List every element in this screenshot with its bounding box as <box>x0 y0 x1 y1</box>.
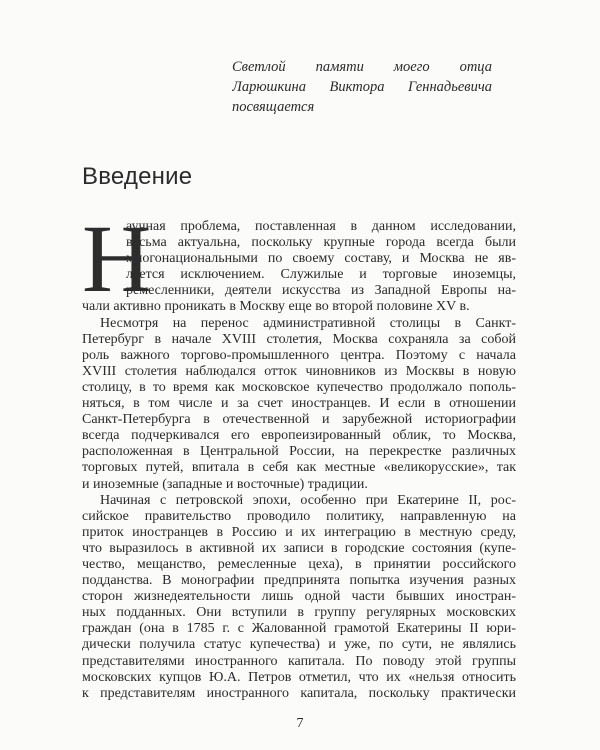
text-line: ремесленники, деятели искусства из Западной Европы на- <box>126 283 516 299</box>
text-line: к представителям иностранного капитала, поскольку практически <box>82 685 516 701</box>
text-line: и иноземные (западные и восточные) традиции. <box>82 476 368 492</box>
text-line: роль важного торгово-промышленного центра. Поэтому с начала <box>82 347 516 363</box>
dedication-line: Светлой памяти моего отца <box>232 59 492 75</box>
page-number: 7 <box>296 716 304 731</box>
text-line: ляется исключением. Служилые и торговые иноземцы, <box>126 267 516 283</box>
text-line: Начиная с петровской эпохи, особенно при Екатерине II, рос- <box>100 492 516 508</box>
text-line: чество, мещанство, ремесленные цеха), в принятии российского <box>82 556 516 572</box>
dedication-line: Ларюшкина Виктора Геннадьевича <box>232 79 492 95</box>
text-line: граждан (она в 1785 г. с Жалованной грамотой Екатерины II юри- <box>82 621 516 637</box>
text-line: дически получила статус купечества) и уже, по сути, не являлись <box>82 637 516 653</box>
text-line: торговых путей, впитала в себя как местные «великорусские», так <box>82 460 516 476</box>
dedication-line: посвящается <box>232 99 315 115</box>
text-line: всегда подчеркивался его европеизированный облик, то Москва, <box>82 428 516 444</box>
text-line: Санкт-Петербурга в отечественной и зарубежной историографии <box>82 412 516 428</box>
text-line: ных подданных. Они вступили в группу регулярных московских <box>82 605 516 621</box>
text-line: сийское правительство проводило политику, направленную на <box>82 508 516 524</box>
text-line: Несмотря на перенос административной столицы в Санкт- <box>100 315 516 331</box>
text-line: московских купцов Ю.А. Петров отметил, что их «нельзя относить <box>82 669 516 685</box>
text-line: столицу, в то время как московское купечество продолжало пополь- <box>82 379 516 395</box>
text-line: няться, в том числе и за счет иностранцев. И если в отношении <box>82 396 516 412</box>
text-line: многонациональными по своему составу, и Москва не яв- <box>126 251 516 267</box>
text-line: приток иностранцев в Россию и их интеграцию в местную среду, <box>82 524 516 540</box>
text-line: представителями иностранного капитала. По поводу этой группы <box>82 653 516 669</box>
text-line: расположенная в Центральной России, на перекрестке различных <box>82 444 516 460</box>
text-line: Петербург в начале XVIII столетия, Москва сохраняла за собой <box>82 331 516 347</box>
text-line: XVIII столетия наблюдался отток чиновников из Москвы в новую <box>82 363 516 379</box>
drop-cap: Н <box>82 205 152 312</box>
chapter-title: Введение <box>82 163 193 191</box>
body-text <box>82 205 516 702</box>
text-line: чали активно проникать в Москву еще во второй половине XV в. <box>82 299 470 315</box>
text-line: что выразилось в активной их записи в городские состояния (купе- <box>82 540 516 556</box>
dedication <box>232 57 492 117</box>
paragraph-2 <box>82 316 516 493</box>
text-line: сторон жизнедеятельности лишь одной части бывших иностран- <box>82 589 516 605</box>
paragraph-3 <box>82 493 516 702</box>
text-line: подданства. В монографии предпринята попытка изучения разных <box>82 573 516 589</box>
text-line: весьма актуальна, поскольку крупные города всегда были <box>126 235 516 251</box>
text-line: аучная проблема, поставленная в данном исследовании, <box>126 219 516 234</box>
